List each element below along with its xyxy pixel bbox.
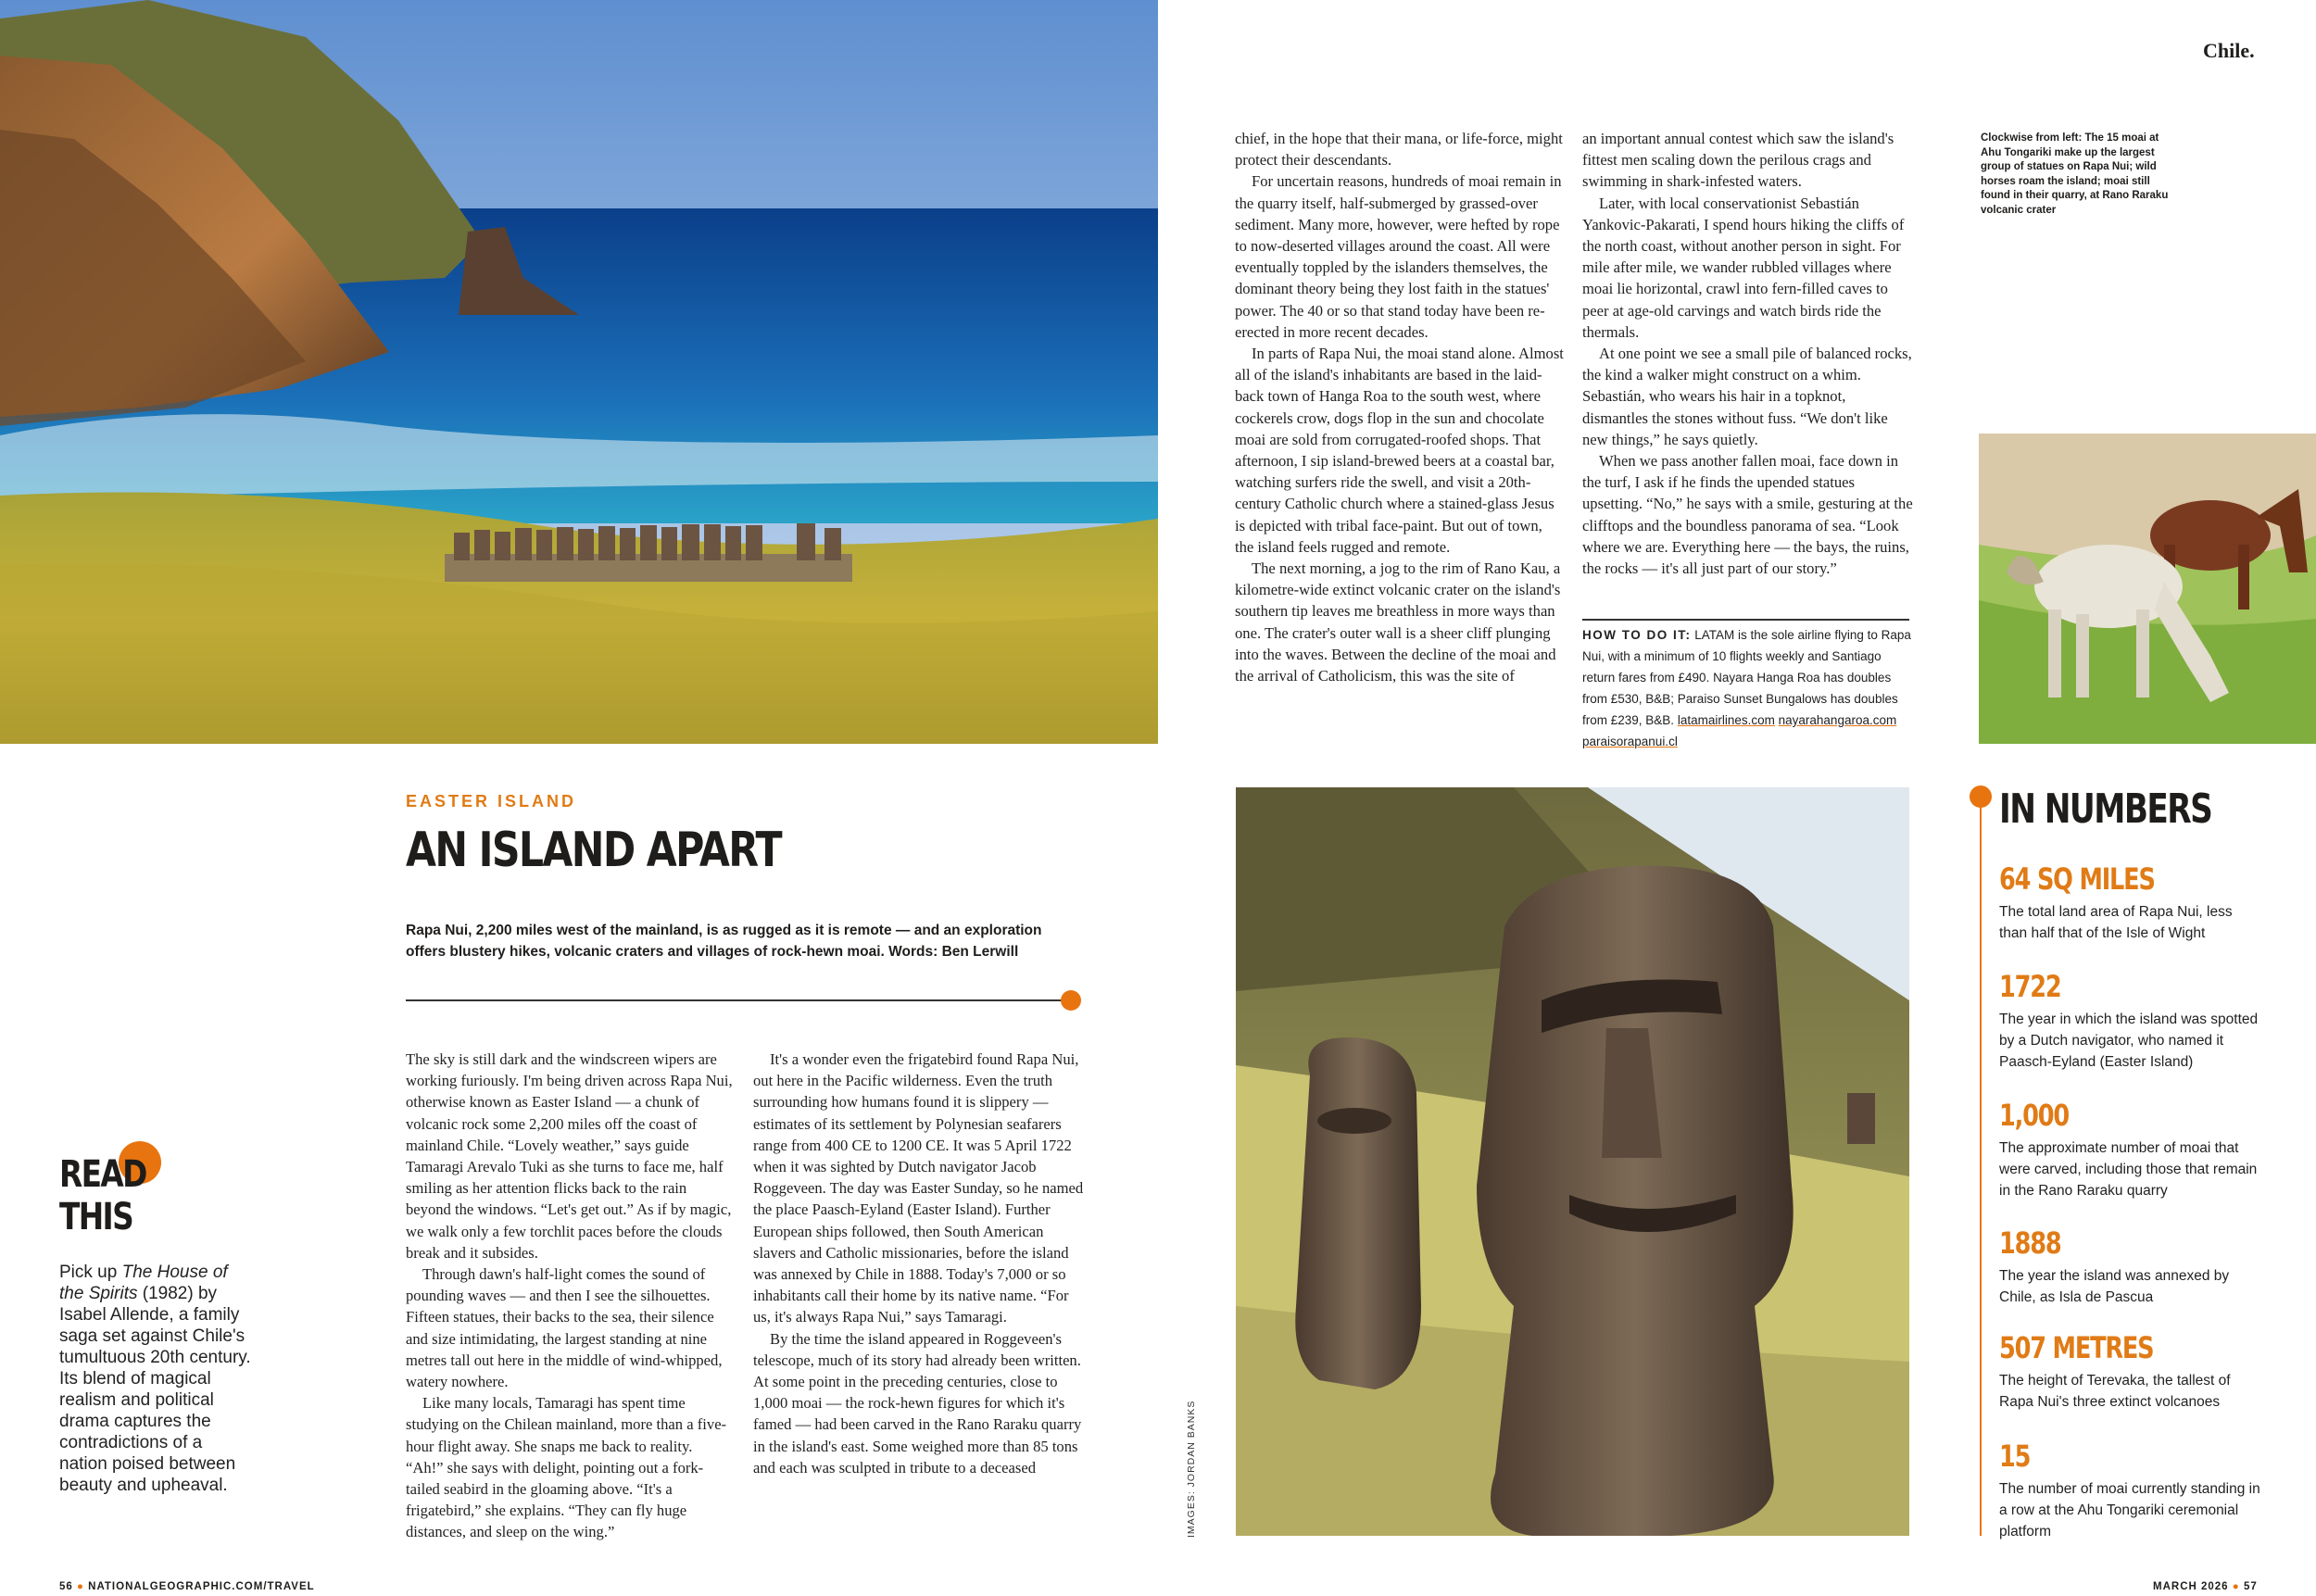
chile-section-tag: Chile. xyxy=(2203,39,2255,62)
footer-date: MARCH 2026 xyxy=(2153,1581,2229,1592)
moai-quarry-photo xyxy=(1236,787,1909,1536)
body-paragraph: chief, in the hope that their mana, or life-force, might protect their descendants. xyxy=(1235,130,1563,170)
body-column-2 xyxy=(753,1049,1084,1478)
number-description: The height of Terevaka, the tallest of Rapa Nui's three extinct volcanoes xyxy=(1999,1373,2231,1410)
article-headline: AN ISLAND APART xyxy=(406,823,781,878)
number-value: 1722 xyxy=(1999,969,2061,1004)
in-numbers-title: IN NUMBERS xyxy=(1999,785,2212,833)
footer-page-right: 57 xyxy=(2243,1581,2258,1592)
how-to-box xyxy=(1582,624,1916,752)
how-to-label: HOW TO DO IT: xyxy=(1582,628,1692,642)
body-paragraph: The sky is still dark and the windscreen wipers are working furiously. I'm being driven across Rapa Nui, otherwise known as Easter Island — a chunk of volcanic rock some 2,200 miles off the coast of mainland Chile. “Lovely weather,” says guide Tamaragi Arevalo Tuki as she turns to face me, half smiling as her attention flicks back to the rain beyond the windows. “Let's get out.” As if by magic, we walk only a few torchlit paces before the clouds break and it subsides. xyxy=(406,1050,733,1262)
body-column-3 xyxy=(1235,128,1565,686)
article-standfirst: Rapa Nui, 2,200 miles west of the mainland, is as rugged as it is remote — and an exploration offers blustery hikes, volcanic craters and villages of rock-hewn moai. Words: Ben Lerwill xyxy=(406,923,1042,960)
body-column-1 xyxy=(406,1049,734,1543)
number-value: 507 METRES xyxy=(1999,1330,2154,1365)
link-latam[interactable]: latamairlines.com xyxy=(1677,713,1775,727)
body-paragraph: At one point we see a small pile of balanced rocks, the kind a walker might construct on a whim. Sebastián, who wears his hair in a topknot, dismantles the stones without fuss. “We don't like new things,” he says quietly. xyxy=(1582,345,1912,448)
footer-divider-dot: ● xyxy=(77,1581,84,1592)
body-paragraph: The next morning, a jog to the rim of Rano Kau, a kilometre-wide extinct volcanic crater on the island's southern tip leaves me breathless in more ways than one. The crater's outer wall is a sheer cliff plunging into the waves. Between the decline of the moai and the arrival of Catholicism, this was the site of xyxy=(1235,559,1561,685)
number-description: The year in which the island was spotted by a Dutch navigator, who named it Paasch-Eyland (Easter Island) xyxy=(1999,1012,2259,1070)
body-paragraph: It's a wonder even the frigatebird found Rapa Nui, out here in the Pacific wilderness. Even the truth surrounding how humans found it is slippery — estimates of its settlement by Polynesian seafarers range from 400 CE to 1200 CE. It was 5 April 1722 when it was sighted by Dutch navigator Jacob Roggeveen. The day was Easter Sunday, so he named the place Paasch-Eyland (Easter Island). Further European ships followed, then South American slavers and Catholic missionaries, before the island was annexed by Chile in 1888. Today's 7,000 or so inhabitants call their home by its native name. “For us, it's always Rapa Nui,” says Tamaragi. xyxy=(753,1050,1084,1326)
body-paragraph: By the time the island appeared in Roggeveen's telescope, much of its story had already been written. At some point in the preceding centuries, close to 1,000 moai — the rock-hewn figures for which it's famed — had been carved in the Rano Raraku quarry in the island's east. Some weighed more than 85 tons and each was sculpted in tribute to a deceased xyxy=(753,1329,1082,1477)
body-paragraph: Like many locals, Tamaragi has spent time studying on the Chilean mainland, more than a five-hour flight away. She snaps me back to reality. “Ah!” she says with delight, pointing out a fork-tailed seabird in the gloaming above. “It's a frigatebird,” she explains. “They can fly huge distances, and sleep on the wing.” xyxy=(406,1394,727,1541)
number-description: The year the island was annexed by Chile, as Isla de Pascua xyxy=(1999,1268,2230,1305)
footer-page-left: 56 xyxy=(59,1581,73,1592)
hero-photo-ahu-tongariki xyxy=(0,0,1158,744)
photo-credit: IMAGES: JORDAN BANKS xyxy=(1186,1400,1197,1538)
body-column-4 xyxy=(1582,128,1914,579)
read-this-line1: READ xyxy=(59,1153,146,1196)
body-paragraph: When we pass another fallen moai, face down in the turf, I ask if he finds the upended statues upsetting. “No,” he says with a smile, gesturing at the clifftops and the boundless panorama of sea. “Look where we are. Everything here — the bays, the ruins, the rocks — it's all just part of our story.” xyxy=(1582,452,1913,578)
read-this-text: Pick up The House of the Spirits (1982) by Isabel Allende, a family saga set against Chile's tumultuous 20th century. Its blend of magical realism and political drama captures the contradictions of a nation poised between beauty and upheaval. xyxy=(59,1263,251,1495)
number-value: 15 xyxy=(1999,1439,2031,1474)
link-paraiso[interactable]: paraisorapanui.cl xyxy=(1582,735,1678,748)
rule-end-dot xyxy=(1061,990,1081,1011)
footer-site: NATIONALGEOGRAPHIC.COM/TRAVEL xyxy=(88,1581,315,1592)
link-nayara[interactable]: nayarahangaroa.com xyxy=(1778,713,1897,727)
read-this-title xyxy=(59,1153,146,1238)
standfirst-rule xyxy=(406,999,1073,1001)
article-kicker: EASTER ISLAND xyxy=(406,792,577,811)
body-paragraph: Later, with local conservationist Sebastián Yankovic-Pakarati, I spend hours hiking the cliffs of the north coast, without another person in sight. For mile after mile, we wander rubbled villages where moai lie horizontal, crawl into fern-filled caves to peer at age-old carvings and watch birds ride the thermals. xyxy=(1582,194,1905,341)
body-paragraph: Through dawn's half-light comes the sound of pounding waves — and then I see the silhouettes. Fifteen statues, their backs to the sea, their silence and size intimidating, the largest standing at nine metres tall out here in the middle of wind-whipped, watery nowhere. xyxy=(406,1265,723,1391)
number-value: 64 SQ MILES xyxy=(1999,861,2155,897)
book-title: The House of the Spirits xyxy=(59,1263,228,1303)
how-to-rule xyxy=(1582,619,1909,621)
how-to-text: LATAM is the sole airline flying to Rapa Nui, with a minimum of 10 flights weekly and Santiago return fares from £490. Nayara Hanga Roa has doubles from £530, B&B; Paraiso Sunset Bungalows has doubles from £239, B&B. xyxy=(1582,628,1911,727)
horses-photo xyxy=(1979,434,2316,744)
body-paragraph: an important annual contest which saw the island's fittest men scaling down the perilous crags and swimming in shark-infested waters. xyxy=(1582,130,1894,191)
number-value: 1,000 xyxy=(1999,1098,2069,1133)
read-this-line2: THIS xyxy=(59,1196,133,1238)
in-numbers-rule xyxy=(1980,798,1982,1536)
footer-left xyxy=(59,1581,315,1592)
body-paragraph: For uncertain reasons, hundreds of moai remain in the quarry itself, half-submerged by grassed-over sediment. Many more, however, were hefted by rope to now-deserted villages around the coast. All were eventually toppled by the islanders themselves, the dominant theory being they lost faith in the statues' power. The 40 or so that stand today have been re-erected in more recent decades. xyxy=(1235,172,1562,341)
number-description: The approximate number of moai that were carved, including those that remain in the Rano Raraku quarry xyxy=(1999,1140,2258,1199)
number-value: 1888 xyxy=(1999,1225,2061,1261)
number-description: The number of moai currently standing in a row at the Ahu Tongariki ceremonial platform xyxy=(1999,1481,2260,1539)
body-paragraph: In parts of Rapa Nui, the moai stand alone. Almost all of the island's inhabitants are based in the laid-back town of Hanga Roa to the south west, where cockerels crow, dogs flop in the sun and chocolate moai are sold from corrugated-roofed shops. That afternoon, I sip island-brewed beers at a coastal bar, watching surfers ride the swell, and visit a 20th-century Catholic church where a stained-glass Jesus is depicted with tribal face-paint. But out of town, the island feels rugged and remote. xyxy=(1235,345,1564,556)
photo-caption: Clockwise from left: The 15 moai at Ahu Tongariki make up the largest group of statues on Rapa Nui; wild horses roam the island; moai still found in their quarry, at Rano Raraku volcanic crater xyxy=(1981,132,2169,216)
in-numbers-dot xyxy=(1970,785,1992,808)
footer-divider-dot-right: ● xyxy=(2232,1581,2240,1592)
number-description: The total land area of Rapa Nui, less than half that of the Isle of Wight xyxy=(1999,904,2233,941)
footer-right xyxy=(2153,1581,2258,1592)
